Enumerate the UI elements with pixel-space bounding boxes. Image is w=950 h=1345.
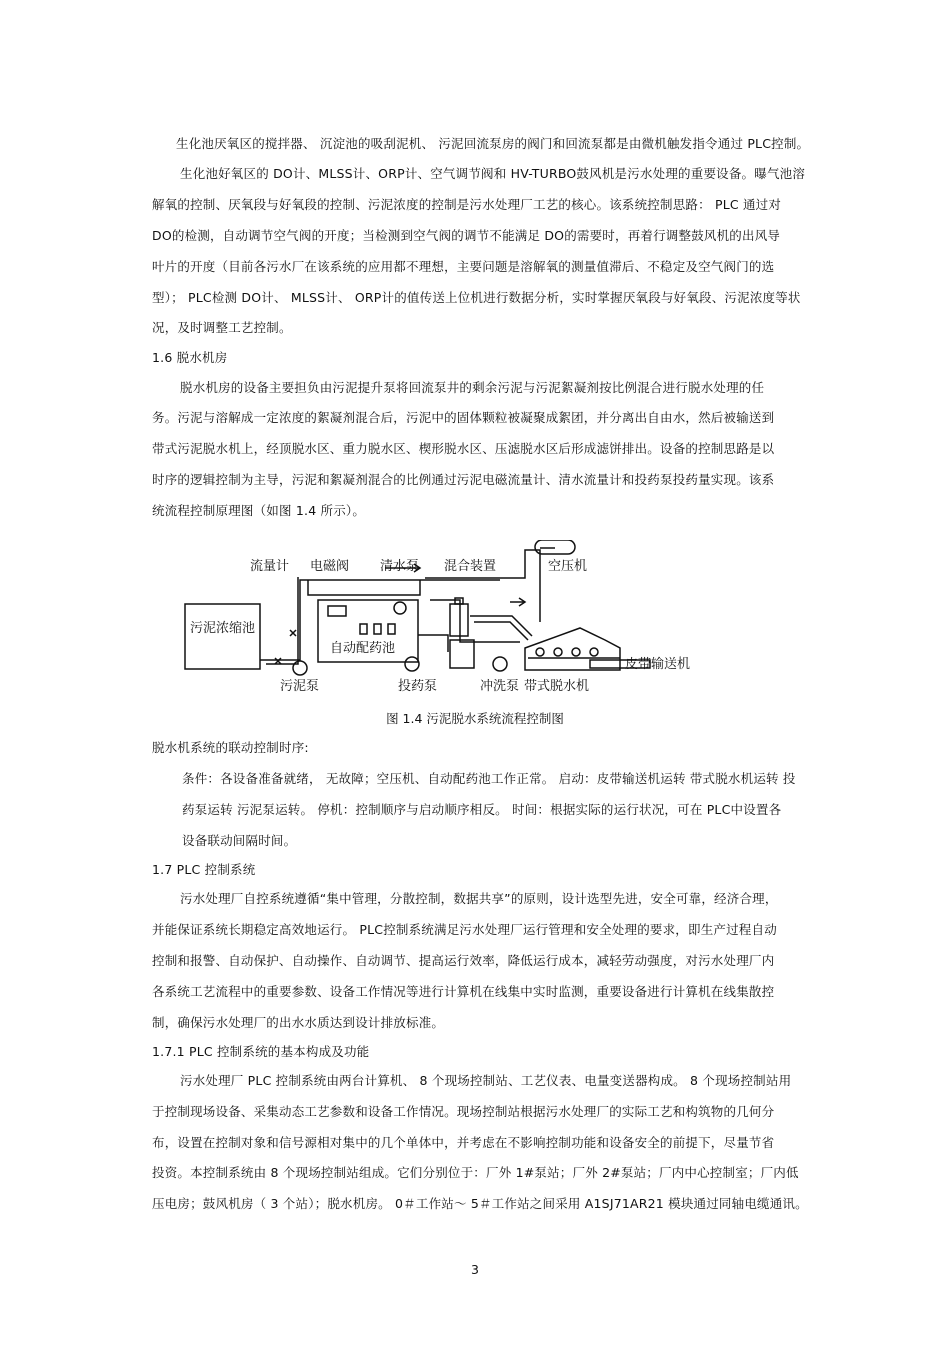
body-text-line: 控制和报警、自动保护、自动操作、自动调节、提高运行效率，降低运行成本，减轻劳动强度，对污水处理厂内	[152, 953, 775, 968]
body-text-line: 况，及时调整工艺控制。	[152, 320, 292, 335]
section-heading: 1.7.1 PLC 控制系统的基本构成及功能	[152, 1044, 370, 1059]
body-text-line: 时序的逻辑控制为主导，污泥和絮凝剂混合的比例通过污泥电磁流量计、清水流量计和投药泵投药量实现。该系	[152, 472, 775, 487]
dosing-pump-shape	[405, 657, 419, 671]
body-text-line: 设备联动间隔时间。	[182, 833, 297, 848]
body-text-line: 污水处理厂 PLC 控制系统由两台计算机、 8 个现场控制站、工艺仪表、电量变送器构成。 8 个现场控制站用	[180, 1073, 792, 1088]
body-text-line: 并能保证系统长期稳定高效地运行。 PLC控制系统满足污水处理厂运行管理和安全处理的要求，即生产过程自动	[152, 922, 777, 937]
compressor-shape	[535, 540, 575, 554]
body-text-line: 投资。本控制系统由 8 个现场控制站组成。它们分别位于：厂外 1#泵站；厂外 2#泵站；厂内中心控制室；厂内低	[152, 1165, 799, 1180]
thickener-tank-shape	[185, 604, 260, 669]
body-text-line: 脱水机系统的联动控制时序:	[152, 740, 309, 755]
body-text-line: DO的检测，自动调节空气阀的开度；当检测到空气阀的调节不能满足 DO的需要时，再着行调整鼓风机的出风导	[152, 228, 781, 243]
body-text-line: 压电房；鼓风机房（ 3 个站）；脱水机房。 0＃工作站～ 5＃工作站之间采用 A1SJ71AR21 模块通过同轴电缆通讯。	[152, 1196, 808, 1211]
body-text-line: 叶片的开度（目前各污水厂在该系统的应用都不理想，主要问题是溶解氧的测量值滞后、不稳定及空气阀门的选	[152, 259, 775, 274]
belt-press-label: 带式脱水机	[524, 679, 590, 694]
section-heading: 1.6 脱水机房	[152, 350, 228, 365]
body-text-line: 制，确保污水处理厂的出水水质达到设计排放标准。	[152, 1015, 445, 1030]
flush-pump-shape	[493, 657, 507, 671]
body-text-line: 带式污泥脱水机上，经顶脱水区、重力脱水区、楔形脱水区、压滤脱水区后形成滤饼排出。设备的控制思路是以	[152, 441, 775, 456]
body-text-line: 布，设置在控制对象和信号源相对集中的几个单体中，并考虑在不影响控制功能和设备安全的前提下，尽量节省	[152, 1135, 775, 1150]
page-number: 3	[471, 1262, 479, 1277]
body-text-line: 各系统工艺流程中的重要参数、设备工作情况等进行计算机在线集中实时监测，重要设备进行计算机在线集散控	[152, 984, 775, 999]
body-text-line: 条件：各设备准备就绪， 无故障；空压机、自动配药池工作正常。 启动：皮带输送机运转 带式脱水机运转 投	[182, 771, 796, 786]
sludge-pump-label: 污泥泵	[280, 679, 320, 694]
body-text-line: 生化池厌氧区的搅拌器、 沉淀池的吸刮泥机、 污泥回流泵房的阀门和回流泵都是由微机触发指令通过 PLC控制。	[176, 136, 810, 151]
compressor-label: 空压机	[548, 559, 588, 574]
body-text-line: 型）； PLC检测 DO计、 MLSS计、 ORP计的值传送上位机进行数据分析，实时掌握厌氧段与好氧段、污泥浓度等状	[152, 290, 801, 305]
mixer-shape	[450, 604, 468, 636]
flush-pump-label: 冲洗泵	[480, 679, 520, 694]
body-text-line: 于控制现场设备、采集动态工艺参数和设备工作情况。现场控制站根据污水处理厂的实际工艺和构筑物的几何分	[152, 1104, 775, 1119]
thickener-label: 污泥浓缩池	[190, 621, 256, 636]
figure-caption: 图 1.4 污泥脱水系统流程控制图	[386, 711, 564, 726]
body-text-line: 药泵运转 污泥泵运转。 停机：控制顺序与启动顺序相反。 时间：根据实际的运行状况，可在 PLC中设置各	[182, 802, 782, 817]
water-pump-label: 清水泵	[380, 559, 420, 574]
body-text-line: 污水处理厂自控系统遵循“集中管理，分散控制，数据共享”的原则，设计选型先进，安全可靠，经济合理，	[180, 891, 778, 906]
body-text-line: 脱水机房的设备主要担负由污泥提升泵将回流泵井的剩余污泥与污泥絮凝剂按比例混合进行脱水处理的任	[180, 380, 765, 395]
body-text-line: 统流程控制原理图（如图 1.4 所示）。	[152, 503, 366, 518]
flowmeter-label: 流量计	[250, 559, 290, 574]
dosing-tank-label: 自动配药池	[330, 641, 396, 656]
conveyor-label: 皮带输送机	[625, 657, 691, 672]
sludge-pump-shape	[293, 661, 307, 675]
dosing-pump-label: 投药泵	[398, 679, 438, 694]
solenoid-label: 电磁阀	[310, 559, 350, 574]
section-heading: 1.7 PLC 控制系统	[152, 862, 256, 877]
mixer-label: 混合装置	[444, 559, 497, 574]
sludge-dewatering-diagram	[180, 540, 780, 700]
body-text-line: 生化池好氧区的 DO计、MLSS计、ORP计、空气调节阀和 HV-TURBO鼓风机是污水处理的重要设备。曝气池溶	[180, 166, 806, 181]
body-text-line: 解氧的控制、厌氧段与好氧段的控制、污泥浓度的控制是污水处理厂工艺的核心。该系统控制思路： PLC 通过对	[152, 197, 782, 212]
body-text-line: 务。污泥与溶解成一定浓度的絮凝剂混合后，污泥中的固体颗粒被凝聚成絮团，并分离出自由水，然后被输送到	[152, 410, 775, 425]
